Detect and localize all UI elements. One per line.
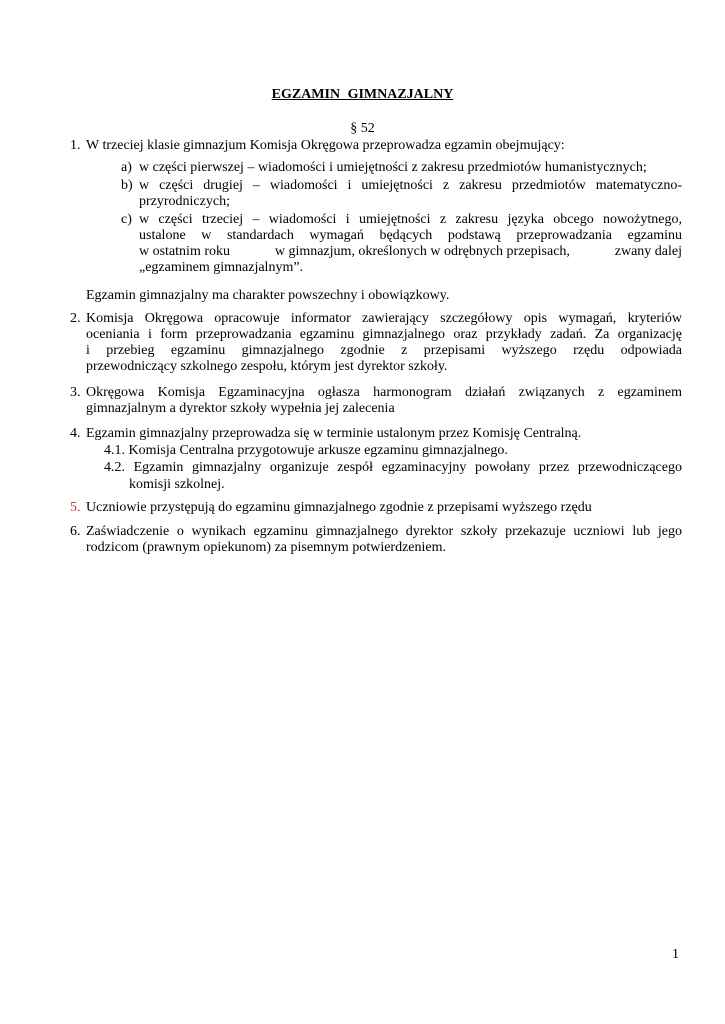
subitem-c (121, 212, 682, 276)
subitem-line (139, 244, 682, 260)
item-4 (70, 426, 682, 442)
item-text: Egzamin gimnazjalny przeprowadza się w terminie ustalonym przez Komisję Centralną. (86, 426, 582, 441)
item-line: oceniania i form przeprowadzania egzaminu gimnazjalnego oraz przykłady zadań. Za organizację (86, 327, 682, 342)
subitem-b (121, 178, 682, 210)
item-number: 4. (70, 426, 81, 441)
item-6 (70, 524, 682, 556)
subitem-fragment: w ostatnim roku (139, 244, 230, 259)
item-line: Zaświadczenie o wynikach egzaminu gimnazjalnego dyrektor szkoły przekazuje uczniowi lub jego (86, 524, 682, 539)
item-1 (70, 138, 682, 154)
subitem-line: ustalone w standardach wymagań będących podstawą przeprowadzania egzaminu (139, 228, 682, 243)
item-2 (70, 311, 682, 375)
section-number: § 52 (350, 121, 375, 136)
item-1-note: Egzamin gimnazjalny ma charakter powszechny i obowiązkowy. (86, 288, 450, 303)
item-3 (70, 385, 682, 417)
point-4-2-cont: komisji szkolnej. (129, 477, 225, 492)
subitem-letter: c) (121, 212, 132, 227)
item-number: 3. (70, 385, 81, 400)
item-text: Uczniowie przystępują do egzaminu gimnazjalnego zgodnie z przepisami wyższego rzędu (86, 500, 592, 515)
document-title: EGZAMIN GIMNAZJALNY (271, 87, 454, 102)
point-4-1: 4.1. Komisja Centralna przygotowuje arkusze egzaminu gimnazjalnego. (104, 443, 508, 458)
item-line: Komisja Okręgowa opracowuje informator zawierający szczegółowy opis wymagań, kryteriów (86, 311, 682, 326)
subitem-a (121, 160, 682, 176)
page-number: 1 (672, 947, 679, 962)
item-line: i przebieg egzaminu gimnazjalnego zgodnie z przepisami wyższego rzędu odpowiada (86, 343, 682, 358)
item-line: gimnazjalnym a dyrektor szkoły wypełnia jej zalecenia (86, 401, 395, 416)
subitem-text: w części pierwszej – wiadomości i umiejętności z zakresu przedmiotów humanistycznych; (139, 160, 647, 175)
subitem-line: w części drugiej – wiadomości i umiejętności z zakresu przedmiotów matematyczno- (139, 178, 682, 193)
item-line: przewodniczący szkolnego zespołu, którym jest dyrektor szkoły. (86, 359, 448, 374)
subitem-line: w części trzeciej – wiadomości i umiejętności z zakresu języka obcego nowożytnego, (139, 212, 682, 227)
item-line: Okręgowa Komisja Egzaminacyjna ogłasza harmonogram działań związanych z egzaminem (86, 385, 682, 400)
point-4-2: 4.2. Egzamin gimnazjalny organizuje zespół egzaminacyjny powołany przez przewodniczącego (104, 460, 682, 475)
item-number: 1. (70, 138, 81, 153)
item-5 (70, 500, 682, 516)
subitem-line: „egzaminem gimnazjalnym”. (139, 260, 304, 275)
item-text: W trzeciej klasie gimnazjum Komisja Okręgowa przeprowadza egzamin obejmujący: (86, 138, 565, 153)
subitem-letter: a) (121, 160, 132, 175)
subitem-fragment: w gimnazjum, określonych w odrębnych przepisach, (274, 244, 570, 259)
subitem-line: przyrodniczych; (139, 194, 230, 209)
item-number: 5. (70, 500, 81, 515)
item-number: 6. (70, 524, 81, 539)
subitem-letter: b) (121, 178, 133, 193)
item-number: 2. (70, 311, 81, 326)
subitem-fragment: zwany dalej (614, 244, 682, 259)
item-line: rodzicom (prawnym opiekunom) za pisemnym potwierdzeniem. (86, 540, 447, 555)
